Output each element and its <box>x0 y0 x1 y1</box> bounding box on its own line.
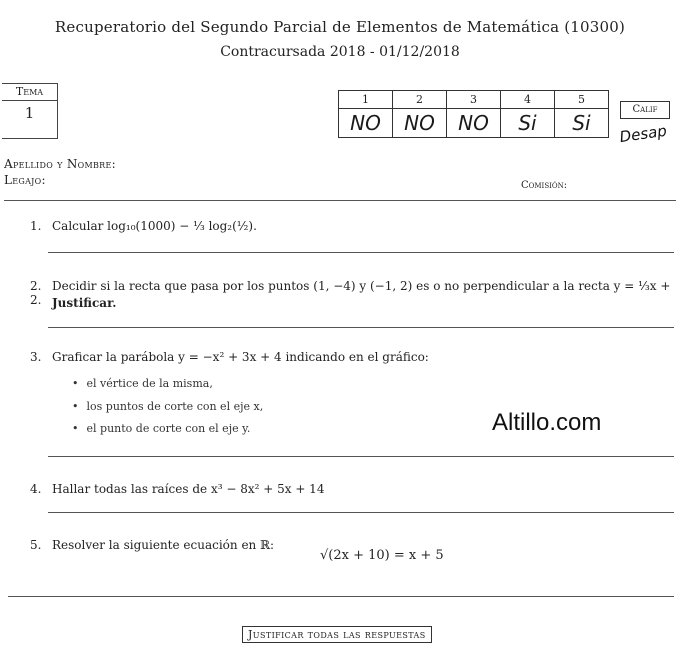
question-2 <box>30 279 680 307</box>
question-5 <box>30 538 274 552</box>
question-2-number: 2. <box>30 279 42 293</box>
answer-line-2 <box>48 327 674 328</box>
question-3-bullet-3: • el punto de corte con el eje y. <box>72 422 250 435</box>
apellido-label: Apellido y Nombre: <box>4 157 116 171</box>
grade-answer-2: NO <box>393 109 447 138</box>
grade-answer-3: NO <box>447 109 501 138</box>
watermark: Altillo.com <box>492 409 602 436</box>
answer-line-3 <box>48 456 674 457</box>
tema-label: Tema <box>2 84 57 101</box>
question-1-text: Calcular log₁₀(1000) − ⅓ log₂(½). <box>52 219 257 233</box>
grade-answer-5: Si <box>555 109 609 138</box>
question-5-number: 5. <box>30 538 42 552</box>
grade-header-3: 3 <box>447 91 501 109</box>
answer-line-4 <box>48 512 674 513</box>
grade-header-2: 2 <box>393 91 447 109</box>
question-2-text: Decidir si la recta que pasa por los puntos (1, −4) y (−1, 2) es o no perpendicular a la recta y = ⅓x + 2. <box>30 279 671 307</box>
question-1-number: 1. <box>30 219 42 233</box>
exam-title: Recuperatorio del Segundo Parcial de Elementos de Matemática (10300) <box>54 18 626 36</box>
question-2-justify: Justificar. <box>52 296 117 310</box>
calif-value: Desap <box>618 121 668 147</box>
tema-value: 1 <box>24 104 35 122</box>
question-1 <box>30 219 257 233</box>
question-4-number: 4. <box>30 482 42 496</box>
grade-answer-4: Si <box>501 109 555 138</box>
question-4 <box>30 482 324 496</box>
grade-answer-1: NO <box>339 109 393 138</box>
question-3-bullet-2: • los puntos de corte con el eje x, <box>72 400 263 413</box>
calif-label: Calif <box>620 101 670 119</box>
question-5-text: Resolver la siguiente ecuación en ℝ: <box>52 538 275 552</box>
question-4-text: Hallar todas las raíces de x³ − 8x² + 5x + 14 <box>52 482 325 496</box>
question-3 <box>30 350 429 364</box>
grade-header-1: 1 <box>339 91 393 109</box>
question-5-equation: √(2x + 10) = x + 5 <box>320 548 444 563</box>
question-3-text: Graficar la parábola y = −x² + 3x + 4 indicando en el gráfico: <box>52 350 429 364</box>
exam-subtitle: Contracursada 2018 - 01/12/2018 <box>220 44 460 60</box>
grade-header-5: 5 <box>555 91 609 109</box>
question-3-number: 3. <box>30 350 42 364</box>
grade-header-4: 4 <box>501 91 555 109</box>
comision-label: Comisión: <box>521 180 568 191</box>
legajo-label: Legajo: <box>4 173 46 187</box>
tema-box <box>2 83 58 139</box>
grade-table <box>338 90 609 138</box>
question-3-bullet-1: • el vértice de la misma, <box>72 377 213 390</box>
answer-line-5 <box>8 596 674 597</box>
answer-line-1 <box>48 252 674 253</box>
divider-line <box>4 200 676 201</box>
footer-instructions: Justificar todas las respuestas <box>242 626 432 643</box>
